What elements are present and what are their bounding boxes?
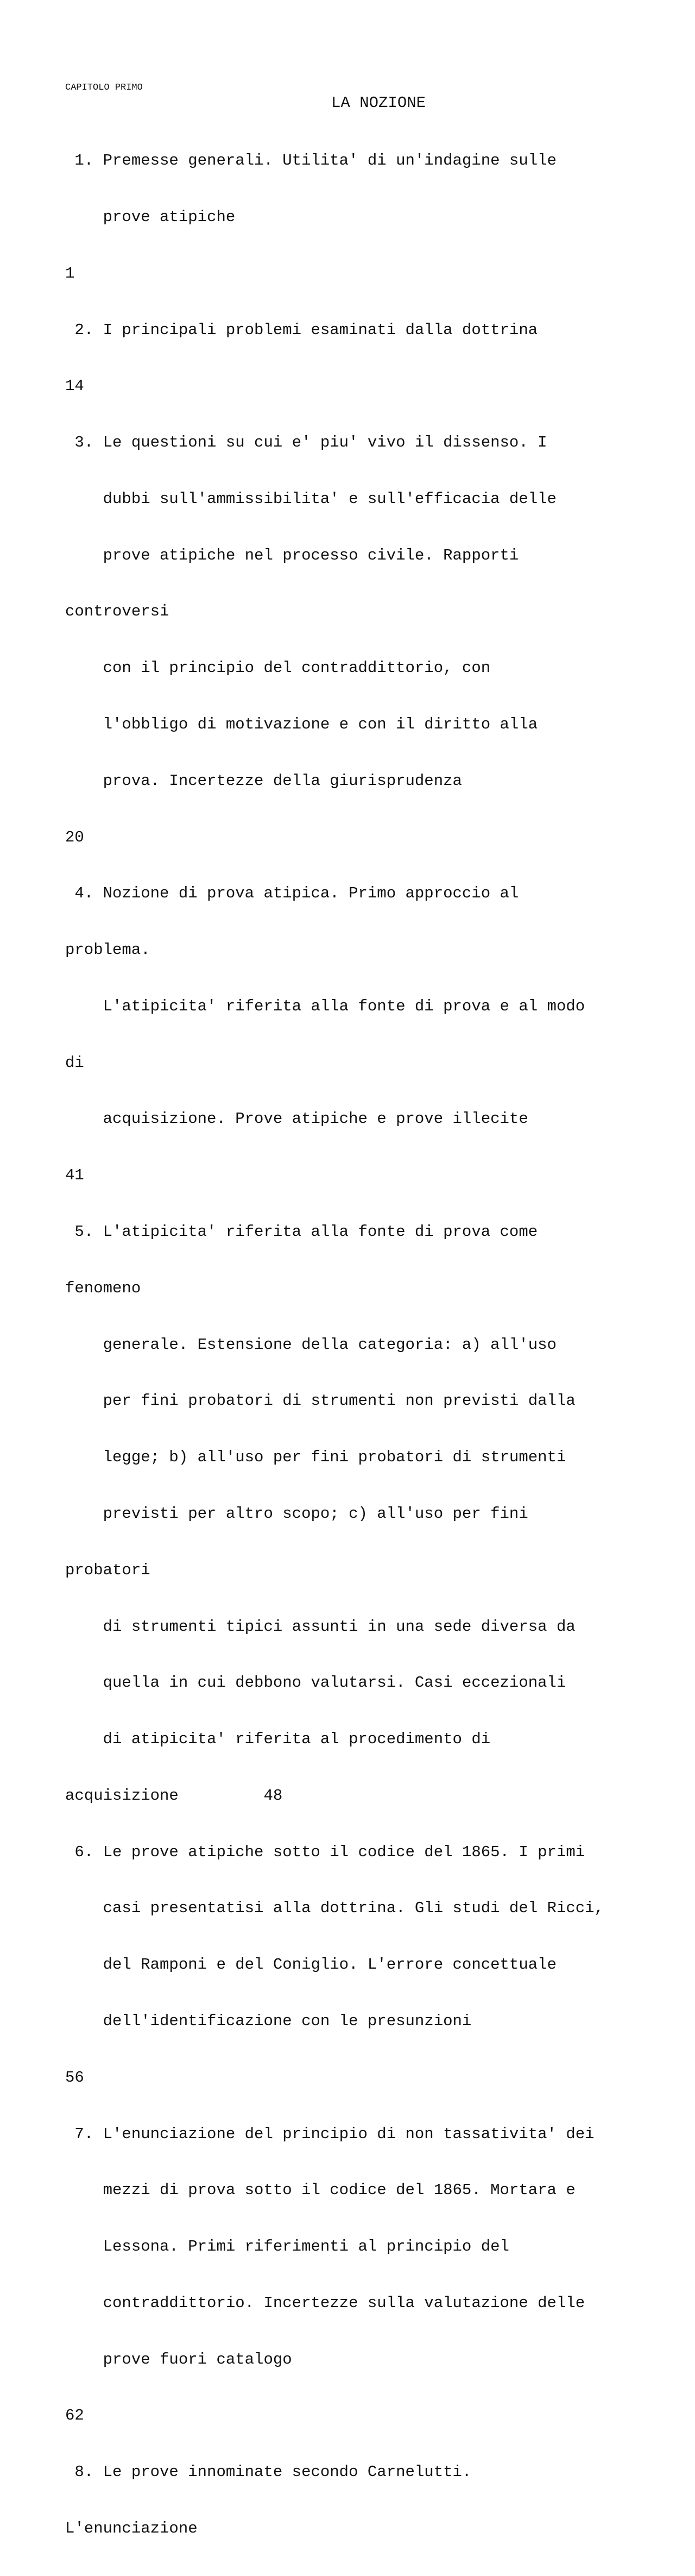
toc-line: generale. Estensione della categoria: a) all'uso (65, 1335, 557, 1354)
toc-line: acquisizione 48 (65, 1786, 283, 1805)
toc-page-number: 14 (65, 377, 84, 395)
toc-line: mezzi di prova sotto il codice del 1865. Mortara e (65, 2181, 576, 2200)
page-title: LA NOZIONE (331, 94, 426, 112)
toc-line: prove fuori catalogo (65, 2350, 292, 2368)
table-of-contents (65, 114, 673, 2576)
toc-line: l'obbligo di motivazione e con il diritto alla (65, 715, 538, 733)
chapter-label: CAPITOLO PRIMO (65, 83, 143, 93)
toc-line: 7. L'enunciazione del principio di non tassativita' dei (65, 2125, 595, 2143)
toc-line: 2. I principali problemi esaminati dalla dottrina (65, 321, 538, 339)
toc-line: 4. Nozione di prova atipica. Primo approccio al (65, 884, 519, 903)
toc-line: dubbi sull'ammissibilita' e sull'efficacia delle (65, 489, 557, 508)
toc-line: legge; b) all'uso per fini probatori di strumenti (65, 1448, 566, 1467)
toc-line: L'atipicita' riferita alla fonte di prova e al modo (65, 997, 585, 1015)
toc-line: casi presentatisi alla dottrina. Gli studi del Ricci, (65, 1899, 604, 1918)
toc-page-number: 56 (65, 2068, 84, 2087)
toc-line: controversi (65, 602, 169, 621)
toc-line: Lessona. Primi riferimenti al principio del (65, 2238, 509, 2256)
toc-line: L'enunciazione (65, 2520, 198, 2537)
toc-line: di strumenti tipici assunti in una sede diversa da (65, 1617, 576, 1636)
toc-line: di atipicita' riferita al procedimento di (65, 1730, 491, 1749)
toc-line: acquisizione. Prove atipiche e prove illecite (65, 1110, 528, 1128)
toc-line: contraddittorio. Incertezze sulla valutazione delle (65, 2294, 585, 2312)
toc-line: 3. Le questioni su cui e' piu' vivo il dissenso. I (65, 433, 547, 452)
toc-line: 6. Le prove atipiche sotto il codice del 1865. I primi (65, 1843, 585, 1861)
toc-line: 1. Premesse generali. Utilita' di un'indagine sulle (65, 152, 557, 170)
toc-line: prove atipiche nel processo civile. Rapporti (65, 546, 519, 564)
toc-page-number: 62 (65, 2407, 84, 2425)
toc-page-number: 20 (65, 828, 84, 846)
toc-line: quella in cui debbono valutarsi. Casi eccezionali (65, 1674, 566, 1692)
toc-line: di (65, 1053, 84, 1072)
document-page (65, 80, 673, 2576)
toc-line: problema. (65, 941, 150, 959)
toc-line: fenomeno (65, 1279, 141, 1297)
toc-line: previsti per altro scopo; c) all'uso per fini (65, 1504, 528, 1523)
toc-line: prove atipiche (65, 208, 236, 226)
toc-line: per fini probatori di strumenti non previsti dalla (65, 1392, 576, 1410)
toc-page-number: 41 (65, 1166, 84, 1185)
toc-line: probatori (65, 1561, 150, 1579)
toc-line: 5. L'atipicita' riferita alla fonte di prova come (65, 1223, 538, 1241)
toc-line: dell'identificazione con le presunzioni (65, 2012, 472, 2030)
toc-page-number: 1 (65, 264, 75, 282)
toc-line: prova. Incertezze della giurisprudenza (65, 771, 462, 790)
toc-line: con il principio del contraddittorio, con (65, 659, 491, 677)
toc-line: del Ramponi e del Coniglio. L'errore concettuale (65, 1956, 557, 1974)
toc-line: 8. Le prove innominate secondo Carnelutti. (65, 2463, 472, 2481)
